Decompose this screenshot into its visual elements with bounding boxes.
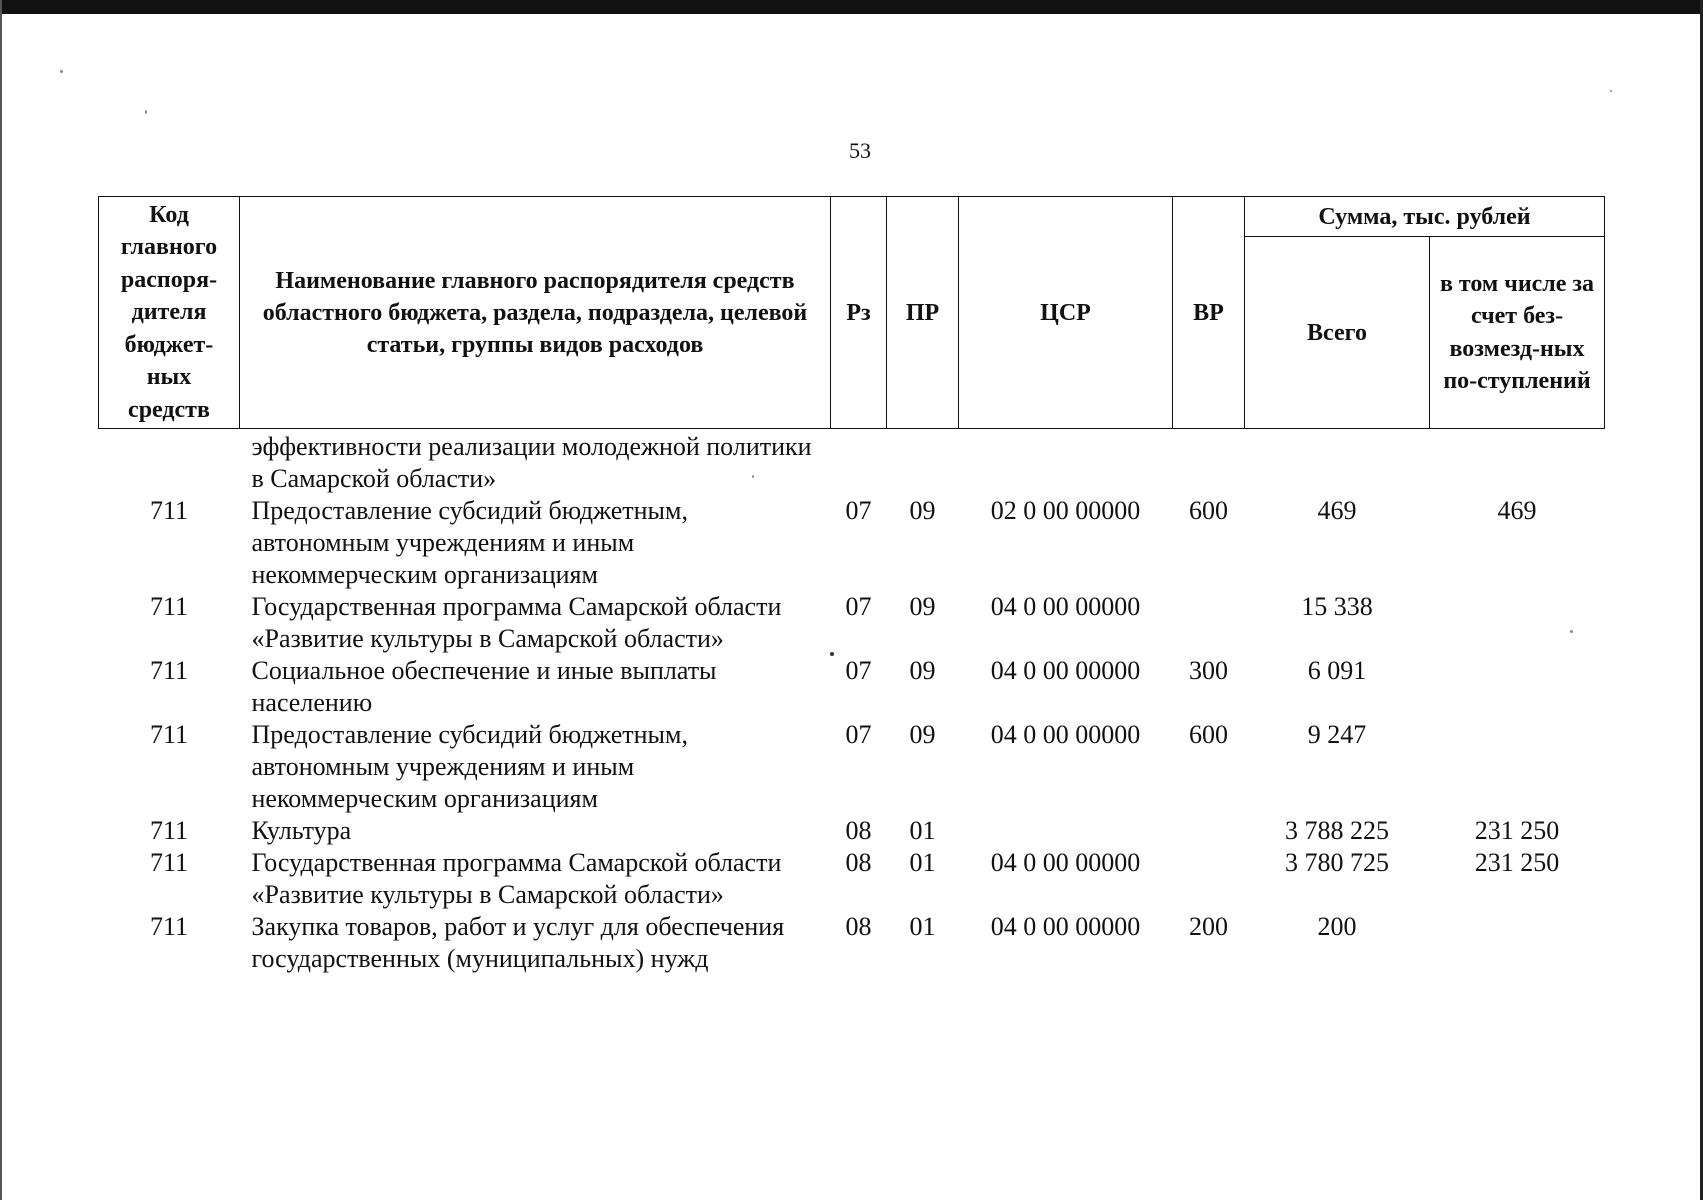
cell-total: 469 (1317, 496, 1357, 525)
cell-vr (1173, 847, 1245, 911)
cell-code: 711 (149, 912, 189, 941)
header-csr: ЦСР (959, 197, 1173, 429)
scan-top-border (0, 0, 1703, 14)
cell-rz (831, 429, 887, 496)
cell-incl: 231 250 (1474, 848, 1560, 877)
table-row (99, 847, 1605, 911)
cell-pr: 01 (909, 848, 936, 877)
header-code: Код главного распоря-дителя бюджет-ных средств (99, 197, 240, 429)
scan-speck (1570, 630, 1573, 633)
cell-code: 711 (149, 656, 189, 685)
cell-total: 9 247 (1307, 720, 1367, 749)
cell-incl: 231 250 (1474, 816, 1560, 845)
cell-pr: 09 (909, 592, 936, 621)
cell-csr: 04 0 00 00000 (990, 912, 1141, 941)
budget-table (98, 196, 1605, 975)
cell-rz: 07 (845, 720, 872, 749)
cell-name: Закупка товаров, работ и услуг для обеспечения государственных (муниципальных) нужд (251, 912, 785, 973)
scan-speck (752, 475, 754, 478)
cell-incl (1430, 591, 1605, 655)
cell-csr: 04 0 00 00000 (990, 656, 1141, 685)
header-incl: в том числе за счет без-возмезд-ных по-ступлений (1430, 237, 1605, 429)
table-row (99, 815, 1605, 847)
cell-pr: 01 (909, 912, 936, 941)
cell-vr: 600 (1189, 496, 1228, 525)
cell-rz: 07 (845, 656, 872, 685)
cell-name: Государственная программа Самарской области «Развитие культуры в Самарской области» (251, 592, 782, 653)
cell-total: 200 (1317, 912, 1357, 941)
cell-csr: 04 0 00 00000 (990, 720, 1141, 749)
cell-code (99, 429, 240, 496)
cell-code: 711 (149, 496, 189, 525)
cell-code: 711 (149, 816, 189, 845)
cell-code: 711 (149, 720, 189, 749)
cell-rz: 08 (845, 816, 872, 845)
cell-rz: 08 (845, 848, 872, 877)
cell-total (1245, 429, 1430, 496)
table-row (99, 429, 1605, 496)
header-vr: ВР (1173, 197, 1245, 429)
cell-csr: 02 0 00 00000 (990, 496, 1141, 525)
cell-pr (887, 429, 959, 496)
cell-incl (1430, 655, 1605, 719)
cell-incl (1430, 911, 1605, 975)
cell-code: 711 (149, 848, 189, 877)
cell-pr: 09 (909, 656, 936, 685)
cell-vr: 200 (1189, 912, 1228, 941)
scan-speck (830, 652, 834, 656)
scan-speck (145, 110, 147, 114)
cell-csr: 04 0 00 00000 (990, 592, 1141, 621)
cell-vr (1173, 815, 1245, 847)
cell-incl: 469 (1497, 496, 1537, 525)
table-row (99, 911, 1605, 975)
scan-speck (1610, 90, 1612, 92)
scan-left-edge (0, 0, 2, 1200)
cell-total: 15 338 (1301, 592, 1373, 621)
cell-csr (959, 815, 1173, 847)
cell-pr: 09 (909, 496, 936, 525)
header-name: Наименование главного распорядителя средств областного бюджета, раздела, подраздела, целевой статьи, группы видов расходов (240, 197, 831, 429)
table-row (99, 495, 1605, 591)
cell-total: 3 788 225 (1285, 816, 1389, 845)
cell-name: Предоставление субсидий бюджетным, автономным учреждениям и иным некоммерческим организациям (251, 720, 688, 813)
page-number: 53 (849, 138, 871, 163)
cell-rz: 08 (845, 912, 872, 941)
header-pr: ПР (887, 197, 959, 429)
cell-csr (959, 429, 1173, 496)
cell-rz: 07 (845, 592, 872, 621)
table-row (99, 719, 1605, 815)
cell-csr: 04 0 00 00000 (990, 848, 1141, 877)
cell-vr (1173, 591, 1245, 655)
cell-vr (1173, 429, 1245, 496)
cell-vr: 300 (1189, 656, 1228, 685)
cell-pr: 01 (909, 816, 936, 845)
header-total: Всего (1245, 237, 1430, 429)
cell-name: Государственная программа Самарской области «Развитие культуры в Самарской области» (251, 848, 782, 909)
cell-vr: 600 (1189, 720, 1228, 749)
header-sum: Сумма, тыс. рублей (1245, 197, 1605, 237)
cell-total: 6 091 (1307, 656, 1367, 685)
scan-speck (60, 70, 63, 73)
cell-code: 711 (149, 592, 189, 621)
cell-name: эффективности реализации молодежной политики в Самарской области» (251, 432, 812, 493)
cell-total: 3 780 725 (1285, 848, 1389, 877)
cell-incl (1430, 429, 1605, 496)
header-rz: Рз (831, 197, 887, 429)
cell-rz: 07 (845, 496, 872, 525)
cell-name: Культура (251, 816, 352, 845)
table-row (99, 591, 1605, 655)
cell-name: Социальное обеспечение и иные выплаты населению (251, 656, 717, 717)
cell-name: Предоставление субсидий бюджетным, автономным учреждениям и иным некоммерческим организациям (251, 496, 688, 589)
cell-pr: 09 (909, 720, 936, 749)
cell-incl (1430, 719, 1605, 815)
table-row (99, 655, 1605, 719)
